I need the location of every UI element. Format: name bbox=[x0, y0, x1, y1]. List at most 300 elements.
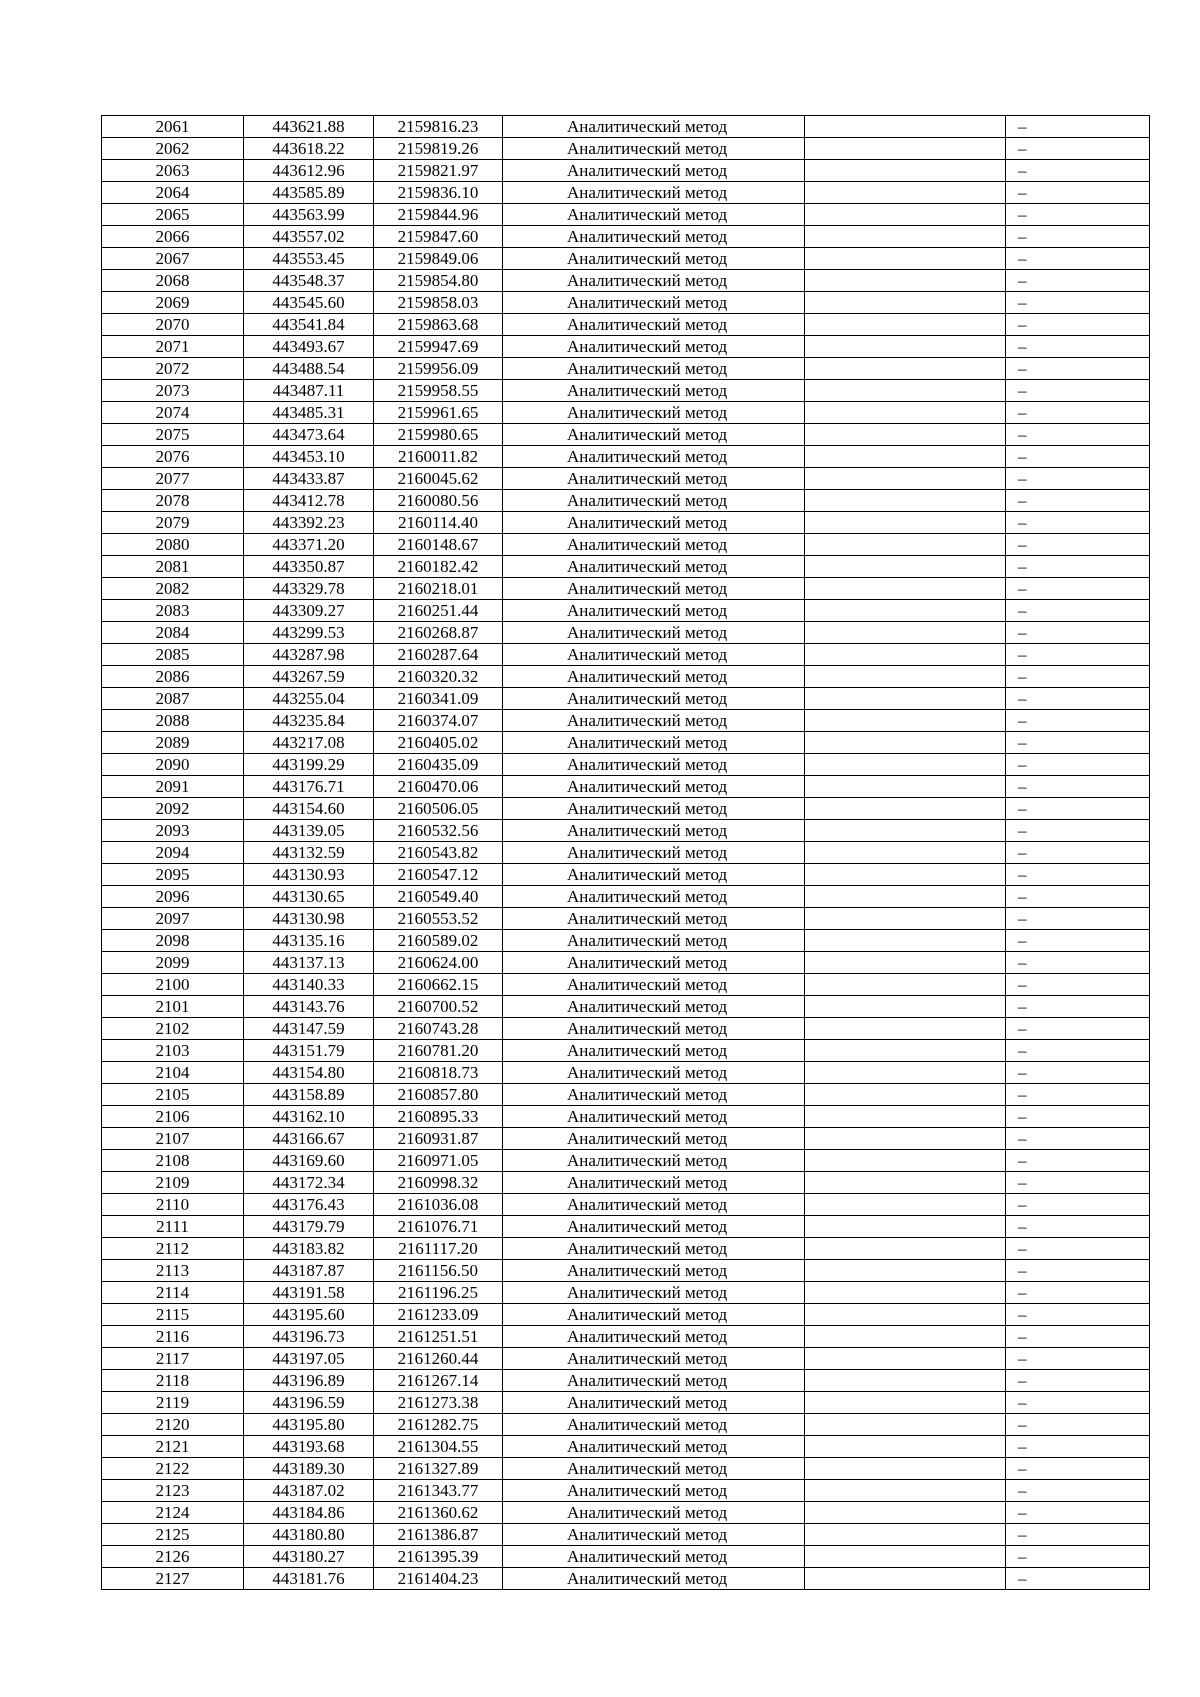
table-row bbox=[102, 1546, 1150, 1568]
point-number-cell: 2112 bbox=[102, 1238, 244, 1260]
method-cell: Аналитический метод bbox=[503, 666, 805, 688]
y-coordinate-cell: 2161404.23 bbox=[374, 1568, 503, 1590]
table-row bbox=[102, 204, 1150, 226]
table-row bbox=[102, 160, 1150, 182]
accuracy-cell bbox=[805, 446, 1006, 468]
accuracy-cell bbox=[805, 314, 1006, 336]
table-row bbox=[102, 446, 1150, 468]
description-cell: – bbox=[1006, 248, 1150, 270]
y-coordinate-cell: 2159956.09 bbox=[374, 358, 503, 380]
method-cell: Аналитический метод bbox=[503, 1326, 805, 1348]
method-cell: Аналитический метод bbox=[503, 1040, 805, 1062]
x-coordinate-cell: 443453.10 bbox=[244, 446, 374, 468]
x-coordinate-cell: 443433.87 bbox=[244, 468, 374, 490]
table-row bbox=[102, 644, 1150, 666]
x-coordinate-cell: 443193.68 bbox=[244, 1436, 374, 1458]
method-cell: Аналитический метод bbox=[503, 1194, 805, 1216]
table-row bbox=[102, 1062, 1150, 1084]
x-coordinate-cell: 443235.84 bbox=[244, 710, 374, 732]
x-coordinate-cell: 443196.73 bbox=[244, 1326, 374, 1348]
x-coordinate-cell: 443181.76 bbox=[244, 1568, 374, 1590]
method-cell: Аналитический метод bbox=[503, 512, 805, 534]
table-row bbox=[102, 1172, 1150, 1194]
accuracy-cell bbox=[805, 1018, 1006, 1040]
method-cell: Аналитический метод bbox=[503, 270, 805, 292]
table-row bbox=[102, 138, 1150, 160]
y-coordinate-cell: 2160320.32 bbox=[374, 666, 503, 688]
x-coordinate-cell: 443548.37 bbox=[244, 270, 374, 292]
description-cell: – bbox=[1006, 1414, 1150, 1436]
description-cell: – bbox=[1006, 182, 1150, 204]
point-number-cell: 2098 bbox=[102, 930, 244, 952]
description-cell: – bbox=[1006, 1150, 1150, 1172]
point-number-cell: 2077 bbox=[102, 468, 244, 490]
method-cell: Аналитический метод bbox=[503, 1062, 805, 1084]
point-number-cell: 2108 bbox=[102, 1150, 244, 1172]
point-number-cell: 2121 bbox=[102, 1436, 244, 1458]
table-row bbox=[102, 1480, 1150, 1502]
x-coordinate-cell: 443135.16 bbox=[244, 930, 374, 952]
point-number-cell: 2088 bbox=[102, 710, 244, 732]
x-coordinate-cell: 443187.87 bbox=[244, 1260, 374, 1282]
description-cell: – bbox=[1006, 1502, 1150, 1524]
point-number-cell: 2114 bbox=[102, 1282, 244, 1304]
table-row bbox=[102, 1458, 1150, 1480]
description-cell: – bbox=[1006, 1326, 1150, 1348]
point-number-cell: 2070 bbox=[102, 314, 244, 336]
point-number-cell: 2083 bbox=[102, 600, 244, 622]
accuracy-cell bbox=[805, 556, 1006, 578]
table-row bbox=[102, 952, 1150, 974]
description-cell: – bbox=[1006, 1348, 1150, 1370]
point-number-cell: 2091 bbox=[102, 776, 244, 798]
table-row bbox=[102, 1414, 1150, 1436]
table-row bbox=[102, 996, 1150, 1018]
description-cell: – bbox=[1006, 798, 1150, 820]
point-number-cell: 2117 bbox=[102, 1348, 244, 1370]
point-number-cell: 2062 bbox=[102, 138, 244, 160]
description-cell: – bbox=[1006, 512, 1150, 534]
description-cell: – bbox=[1006, 292, 1150, 314]
x-coordinate-cell: 443195.60 bbox=[244, 1304, 374, 1326]
method-cell: Аналитический метод bbox=[503, 1568, 805, 1590]
description-cell: – bbox=[1006, 1370, 1150, 1392]
point-number-cell: 2095 bbox=[102, 864, 244, 886]
table-row bbox=[102, 1348, 1150, 1370]
accuracy-cell bbox=[805, 1062, 1006, 1084]
x-coordinate-cell: 443287.98 bbox=[244, 644, 374, 666]
description-cell: – bbox=[1006, 952, 1150, 974]
table-row bbox=[102, 732, 1150, 754]
accuracy-cell bbox=[805, 1348, 1006, 1370]
method-cell: Аналитический метод bbox=[503, 490, 805, 512]
table-row bbox=[102, 1568, 1150, 1590]
x-coordinate-cell: 443618.22 bbox=[244, 138, 374, 160]
table-row bbox=[102, 1392, 1150, 1414]
x-coordinate-cell: 443621.88 bbox=[244, 116, 374, 138]
description-cell: – bbox=[1006, 1282, 1150, 1304]
table-row bbox=[102, 1084, 1150, 1106]
y-coordinate-cell: 2160998.32 bbox=[374, 1172, 503, 1194]
y-coordinate-cell: 2160857.80 bbox=[374, 1084, 503, 1106]
method-cell: Аналитический метод bbox=[503, 842, 805, 864]
method-cell: Аналитический метод bbox=[503, 1436, 805, 1458]
accuracy-cell bbox=[805, 512, 1006, 534]
description-cell: – bbox=[1006, 160, 1150, 182]
point-number-cell: 2107 bbox=[102, 1128, 244, 1150]
table-row bbox=[102, 380, 1150, 402]
accuracy-cell bbox=[805, 1480, 1006, 1502]
method-cell: Аналитический метод bbox=[503, 754, 805, 776]
accuracy-cell bbox=[805, 578, 1006, 600]
y-coordinate-cell: 2161273.38 bbox=[374, 1392, 503, 1414]
y-coordinate-cell: 2160532.56 bbox=[374, 820, 503, 842]
accuracy-cell bbox=[805, 1216, 1006, 1238]
x-coordinate-cell: 443329.78 bbox=[244, 578, 374, 600]
table-row bbox=[102, 820, 1150, 842]
point-number-cell: 2071 bbox=[102, 336, 244, 358]
method-cell: Аналитический метод bbox=[503, 314, 805, 336]
x-coordinate-cell: 443140.33 bbox=[244, 974, 374, 996]
x-coordinate-cell: 443299.53 bbox=[244, 622, 374, 644]
accuracy-cell bbox=[805, 1414, 1006, 1436]
point-number-cell: 2116 bbox=[102, 1326, 244, 1348]
method-cell: Аналитический метод bbox=[503, 600, 805, 622]
description-cell: – bbox=[1006, 204, 1150, 226]
point-number-cell: 2093 bbox=[102, 820, 244, 842]
table-row bbox=[102, 1040, 1150, 1062]
description-cell: – bbox=[1006, 974, 1150, 996]
table-row bbox=[102, 270, 1150, 292]
x-coordinate-cell: 443184.86 bbox=[244, 1502, 374, 1524]
accuracy-cell bbox=[805, 886, 1006, 908]
accuracy-cell bbox=[805, 908, 1006, 930]
description-cell: – bbox=[1006, 688, 1150, 710]
y-coordinate-cell: 2160818.73 bbox=[374, 1062, 503, 1084]
x-coordinate-cell: 443154.60 bbox=[244, 798, 374, 820]
accuracy-cell bbox=[805, 138, 1006, 160]
description-cell: – bbox=[1006, 776, 1150, 798]
x-coordinate-cell: 443199.29 bbox=[244, 754, 374, 776]
y-coordinate-cell: 2160506.05 bbox=[374, 798, 503, 820]
y-coordinate-cell: 2161282.75 bbox=[374, 1414, 503, 1436]
method-cell: Аналитический метод bbox=[503, 380, 805, 402]
point-number-cell: 2068 bbox=[102, 270, 244, 292]
x-coordinate-cell: 443143.76 bbox=[244, 996, 374, 1018]
accuracy-cell bbox=[805, 534, 1006, 556]
point-number-cell: 2086 bbox=[102, 666, 244, 688]
point-number-cell: 2105 bbox=[102, 1084, 244, 1106]
description-cell: – bbox=[1006, 1084, 1150, 1106]
accuracy-cell bbox=[805, 622, 1006, 644]
method-cell: Аналитический метод bbox=[503, 1172, 805, 1194]
table-row bbox=[102, 1436, 1150, 1458]
point-number-cell: 2110 bbox=[102, 1194, 244, 1216]
x-coordinate-cell: 443493.67 bbox=[244, 336, 374, 358]
x-coordinate-cell: 443197.05 bbox=[244, 1348, 374, 1370]
x-coordinate-cell: 443130.65 bbox=[244, 886, 374, 908]
y-coordinate-cell: 2159836.10 bbox=[374, 182, 503, 204]
x-coordinate-cell: 443485.31 bbox=[244, 402, 374, 424]
point-number-cell: 2125 bbox=[102, 1524, 244, 1546]
point-number-cell: 2113 bbox=[102, 1260, 244, 1282]
table-row bbox=[102, 182, 1150, 204]
table-row bbox=[102, 1128, 1150, 1150]
x-coordinate-cell: 443255.04 bbox=[244, 688, 374, 710]
coordinates-table bbox=[101, 115, 1150, 1590]
y-coordinate-cell: 2161196.25 bbox=[374, 1282, 503, 1304]
table-row bbox=[102, 974, 1150, 996]
accuracy-cell bbox=[805, 1392, 1006, 1414]
method-cell: Аналитический метод bbox=[503, 1502, 805, 1524]
method-cell: Аналитический метод bbox=[503, 556, 805, 578]
accuracy-cell bbox=[805, 116, 1006, 138]
accuracy-cell bbox=[805, 380, 1006, 402]
description-cell: – bbox=[1006, 930, 1150, 952]
point-number-cell: 2069 bbox=[102, 292, 244, 314]
point-number-cell: 2079 bbox=[102, 512, 244, 534]
accuracy-cell bbox=[805, 1084, 1006, 1106]
method-cell: Аналитический метод bbox=[503, 996, 805, 1018]
table-row bbox=[102, 490, 1150, 512]
table-row bbox=[102, 512, 1150, 534]
accuracy-cell bbox=[805, 864, 1006, 886]
point-number-cell: 2103 bbox=[102, 1040, 244, 1062]
method-cell: Аналитический метод bbox=[503, 248, 805, 270]
description-cell: – bbox=[1006, 1260, 1150, 1282]
accuracy-cell bbox=[805, 1106, 1006, 1128]
y-coordinate-cell: 2161343.77 bbox=[374, 1480, 503, 1502]
x-coordinate-cell: 443137.13 bbox=[244, 952, 374, 974]
method-cell: Аналитический метод bbox=[503, 292, 805, 314]
y-coordinate-cell: 2161304.55 bbox=[374, 1436, 503, 1458]
y-coordinate-cell: 2160341.09 bbox=[374, 688, 503, 710]
accuracy-cell bbox=[805, 754, 1006, 776]
accuracy-cell bbox=[805, 1326, 1006, 1348]
point-number-cell: 2064 bbox=[102, 182, 244, 204]
y-coordinate-cell: 2159816.23 bbox=[374, 116, 503, 138]
x-coordinate-cell: 443488.54 bbox=[244, 358, 374, 380]
point-number-cell: 2101 bbox=[102, 996, 244, 1018]
description-cell: – bbox=[1006, 336, 1150, 358]
table-row bbox=[102, 908, 1150, 930]
y-coordinate-cell: 2160080.56 bbox=[374, 490, 503, 512]
x-coordinate-cell: 443189.30 bbox=[244, 1458, 374, 1480]
point-number-cell: 2089 bbox=[102, 732, 244, 754]
point-number-cell: 2082 bbox=[102, 578, 244, 600]
y-coordinate-cell: 2161386.87 bbox=[374, 1524, 503, 1546]
table-row bbox=[102, 1238, 1150, 1260]
accuracy-cell bbox=[805, 688, 1006, 710]
description-cell: – bbox=[1006, 468, 1150, 490]
table-row bbox=[102, 468, 1150, 490]
method-cell: Аналитический метод bbox=[503, 578, 805, 600]
table-row bbox=[102, 622, 1150, 644]
y-coordinate-cell: 2160895.33 bbox=[374, 1106, 503, 1128]
table-row bbox=[102, 710, 1150, 732]
x-coordinate-cell: 443371.20 bbox=[244, 534, 374, 556]
table-row bbox=[102, 1282, 1150, 1304]
description-cell: – bbox=[1006, 1458, 1150, 1480]
point-number-cell: 2102 bbox=[102, 1018, 244, 1040]
point-number-cell: 2084 bbox=[102, 622, 244, 644]
x-coordinate-cell: 443151.79 bbox=[244, 1040, 374, 1062]
description-cell: – bbox=[1006, 1040, 1150, 1062]
table-row bbox=[102, 1106, 1150, 1128]
y-coordinate-cell: 2160971.05 bbox=[374, 1150, 503, 1172]
accuracy-cell bbox=[805, 1172, 1006, 1194]
x-coordinate-cell: 443612.96 bbox=[244, 160, 374, 182]
accuracy-cell bbox=[805, 182, 1006, 204]
method-cell: Аналитический метод bbox=[503, 116, 805, 138]
x-coordinate-cell: 443557.02 bbox=[244, 226, 374, 248]
x-coordinate-cell: 443267.59 bbox=[244, 666, 374, 688]
method-cell: Аналитический метод bbox=[503, 182, 805, 204]
point-number-cell: 2065 bbox=[102, 204, 244, 226]
method-cell: Аналитический метод bbox=[503, 1216, 805, 1238]
description-cell: – bbox=[1006, 1524, 1150, 1546]
y-coordinate-cell: 2160743.28 bbox=[374, 1018, 503, 1040]
description-cell: – bbox=[1006, 600, 1150, 622]
description-cell: – bbox=[1006, 732, 1150, 754]
description-cell: – bbox=[1006, 1480, 1150, 1502]
method-cell: Аналитический метод bbox=[503, 1414, 805, 1436]
description-cell: – bbox=[1006, 1106, 1150, 1128]
method-cell: Аналитический метод bbox=[503, 424, 805, 446]
point-number-cell: 2104 bbox=[102, 1062, 244, 1084]
point-number-cell: 2127 bbox=[102, 1568, 244, 1590]
method-cell: Аналитический метод bbox=[503, 160, 805, 182]
method-cell: Аналитический метод bbox=[503, 776, 805, 798]
accuracy-cell bbox=[805, 248, 1006, 270]
description-cell: – bbox=[1006, 380, 1150, 402]
table-row bbox=[102, 248, 1150, 270]
y-coordinate-cell: 2160148.67 bbox=[374, 534, 503, 556]
x-coordinate-cell: 443412.78 bbox=[244, 490, 374, 512]
method-cell: Аналитический метод bbox=[503, 1282, 805, 1304]
x-coordinate-cell: 443130.93 bbox=[244, 864, 374, 886]
x-coordinate-cell: 443196.89 bbox=[244, 1370, 374, 1392]
accuracy-cell bbox=[805, 1282, 1006, 1304]
method-cell: Аналитический метод bbox=[503, 622, 805, 644]
accuracy-cell bbox=[805, 292, 1006, 314]
point-number-cell: 2087 bbox=[102, 688, 244, 710]
point-number-cell: 2067 bbox=[102, 248, 244, 270]
method-cell: Аналитический метод bbox=[503, 1392, 805, 1414]
description-cell: – bbox=[1006, 1546, 1150, 1568]
x-coordinate-cell: 443158.89 bbox=[244, 1084, 374, 1106]
accuracy-cell bbox=[805, 952, 1006, 974]
point-number-cell: 2100 bbox=[102, 974, 244, 996]
accuracy-cell bbox=[805, 490, 1006, 512]
x-coordinate-cell: 443183.82 bbox=[244, 1238, 374, 1260]
y-coordinate-cell: 2160374.07 bbox=[374, 710, 503, 732]
method-cell: Аналитический метод bbox=[503, 798, 805, 820]
point-number-cell: 2119 bbox=[102, 1392, 244, 1414]
description-cell: – bbox=[1006, 886, 1150, 908]
point-number-cell: 2094 bbox=[102, 842, 244, 864]
method-cell: Аналитический метод bbox=[503, 1480, 805, 1502]
y-coordinate-cell: 2161267.14 bbox=[374, 1370, 503, 1392]
description-cell: – bbox=[1006, 1018, 1150, 1040]
y-coordinate-cell: 2159854.80 bbox=[374, 270, 503, 292]
point-number-cell: 2122 bbox=[102, 1458, 244, 1480]
y-coordinate-cell: 2159980.65 bbox=[374, 424, 503, 446]
description-cell: – bbox=[1006, 996, 1150, 1018]
table-row bbox=[102, 556, 1150, 578]
x-coordinate-cell: 443553.45 bbox=[244, 248, 374, 270]
method-cell: Аналитический метод bbox=[503, 930, 805, 952]
method-cell: Аналитический метод bbox=[503, 1458, 805, 1480]
point-number-cell: 2074 bbox=[102, 402, 244, 424]
x-coordinate-cell: 443545.60 bbox=[244, 292, 374, 314]
y-coordinate-cell: 2160662.15 bbox=[374, 974, 503, 996]
table-row bbox=[102, 1194, 1150, 1216]
accuracy-cell bbox=[805, 226, 1006, 248]
description-cell: – bbox=[1006, 1128, 1150, 1150]
x-coordinate-cell: 443309.27 bbox=[244, 600, 374, 622]
description-cell: – bbox=[1006, 1436, 1150, 1458]
y-coordinate-cell: 2160549.40 bbox=[374, 886, 503, 908]
method-cell: Аналитический метод bbox=[503, 974, 805, 996]
y-coordinate-cell: 2161233.09 bbox=[374, 1304, 503, 1326]
y-coordinate-cell: 2160589.02 bbox=[374, 930, 503, 952]
description-cell: – bbox=[1006, 710, 1150, 732]
table-row bbox=[102, 1370, 1150, 1392]
y-coordinate-cell: 2161076.71 bbox=[374, 1216, 503, 1238]
y-coordinate-cell: 2160011.82 bbox=[374, 446, 503, 468]
x-coordinate-cell: 443187.02 bbox=[244, 1480, 374, 1502]
y-coordinate-cell: 2159849.06 bbox=[374, 248, 503, 270]
description-cell: – bbox=[1006, 358, 1150, 380]
table-row bbox=[102, 600, 1150, 622]
description-cell: – bbox=[1006, 138, 1150, 160]
description-cell: – bbox=[1006, 820, 1150, 842]
method-cell: Аналитический метод bbox=[503, 1260, 805, 1282]
table-row bbox=[102, 930, 1150, 952]
method-cell: Аналитический метод bbox=[503, 402, 805, 424]
table-row bbox=[102, 688, 1150, 710]
table-row bbox=[102, 886, 1150, 908]
accuracy-cell bbox=[805, 1502, 1006, 1524]
description-cell: – bbox=[1006, 1392, 1150, 1414]
description-cell: – bbox=[1006, 908, 1150, 930]
method-cell: Аналитический метод bbox=[503, 886, 805, 908]
table-row bbox=[102, 1018, 1150, 1040]
method-cell: Аналитический метод bbox=[503, 1150, 805, 1172]
y-coordinate-cell: 2160553.52 bbox=[374, 908, 503, 930]
point-number-cell: 2120 bbox=[102, 1414, 244, 1436]
point-number-cell: 2111 bbox=[102, 1216, 244, 1238]
accuracy-cell bbox=[805, 1524, 1006, 1546]
table-row bbox=[102, 1150, 1150, 1172]
accuracy-cell bbox=[805, 1238, 1006, 1260]
accuracy-cell bbox=[805, 1370, 1006, 1392]
method-cell: Аналитический метод bbox=[503, 1238, 805, 1260]
y-coordinate-cell: 2161251.51 bbox=[374, 1326, 503, 1348]
x-coordinate-cell: 443180.80 bbox=[244, 1524, 374, 1546]
method-cell: Аналитический метод bbox=[503, 1524, 805, 1546]
point-number-cell: 2075 bbox=[102, 424, 244, 446]
method-cell: Аналитический метод bbox=[503, 732, 805, 754]
accuracy-cell bbox=[805, 358, 1006, 380]
x-coordinate-cell: 443180.27 bbox=[244, 1546, 374, 1568]
accuracy-cell bbox=[805, 336, 1006, 358]
y-coordinate-cell: 2160781.20 bbox=[374, 1040, 503, 1062]
table-row bbox=[102, 776, 1150, 798]
x-coordinate-cell: 443487.11 bbox=[244, 380, 374, 402]
x-coordinate-cell: 443585.89 bbox=[244, 182, 374, 204]
